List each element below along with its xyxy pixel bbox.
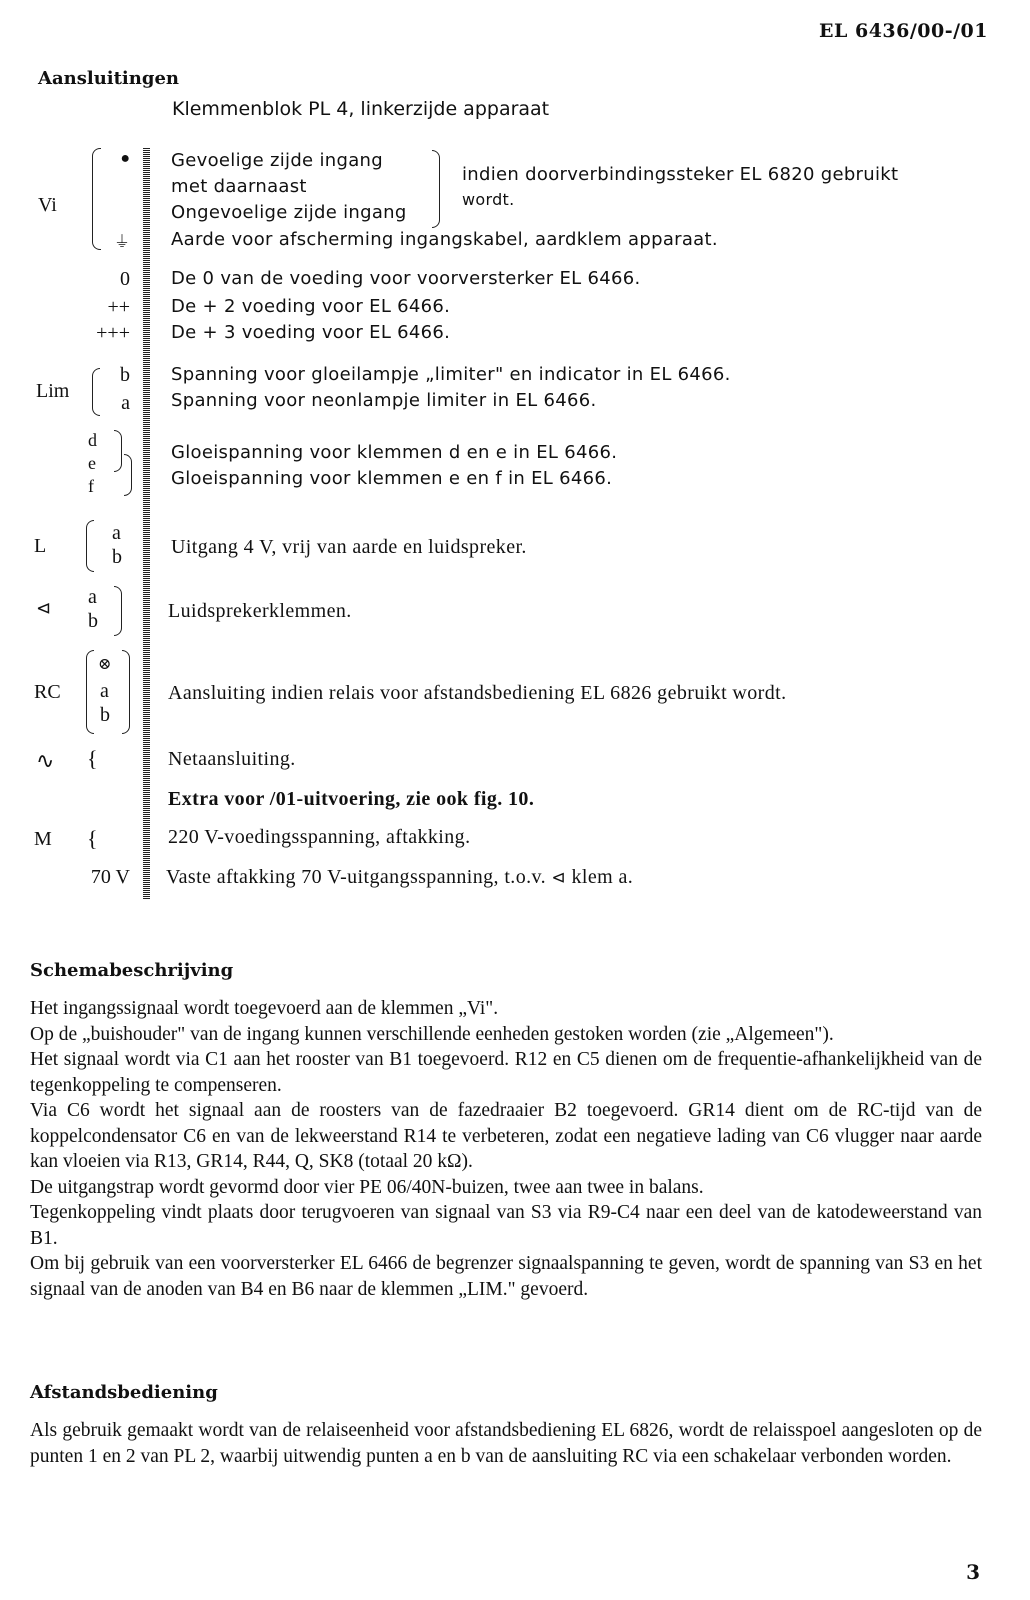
row-gloei-de: Gloeispanning voor klemmen d en e in EL 6466. xyxy=(171,442,618,463)
page-number: 3 xyxy=(966,1560,980,1584)
terminal-strip xyxy=(143,148,150,900)
row-zero: De 0 van de voeding voor voorversterker EL 6466. xyxy=(171,268,641,289)
document-code: EL 6436/00-/01 xyxy=(819,20,988,42)
row-lim-a: Spanning voor neonlampje limiter in EL 6466. xyxy=(171,390,597,411)
row-earth: Aarde voor afscherming ingangskabel, aardklem apparaat. xyxy=(171,229,718,250)
terminal-f: f xyxy=(88,476,94,496)
speaker-icon: ⊲ xyxy=(36,598,52,618)
terminal-l-b: b xyxy=(112,546,122,568)
row-net: Netaansluiting. xyxy=(168,748,296,770)
row-rc: Aansluiting indien relais voor afstandsbediening EL 6826 gebruikt wordt. xyxy=(168,682,787,704)
group-label-vi: Vi xyxy=(38,194,57,216)
row-vi-1: Gevoelige zijde ingang xyxy=(171,150,383,171)
schema-paragraph: Het ingangssignaal wordt toegevoerd aan de klemmen „Vi". xyxy=(30,998,499,1019)
schema-paragraph: Via C6 wordt het signaal aan de roosters van de fazedraaier B2 toegevoerd. GR14 dient om de RC-tijd van de koppelcondensator C6 en van de lekweerstand R14 te verbeteren, zodat een negatieve lading van C6 vlugger naar aarde kan vloeien via R13, GR14, R44, Q, SK8 (totaal 20 kΩ). xyxy=(30,1100,982,1172)
row-70v-text: Vaste aftakking 70 V-uitgangsspanning, t.o.v. xyxy=(166,866,547,888)
group-label-m: M xyxy=(34,828,52,850)
row-70v-klem: klem a. xyxy=(571,866,634,888)
speaker-icon-inline: ⊲ xyxy=(551,868,567,887)
row-lim-b: Spanning voor gloeilampje „limiter" en indicator in EL 6466. xyxy=(171,364,731,385)
terminal-70v: 70 V xyxy=(90,866,130,888)
brace-net: { xyxy=(87,746,98,771)
row-extra-01: Extra voor /01-uitvoering, zie ook fig. 10. xyxy=(168,788,535,810)
terminal-spk-b: b xyxy=(88,610,98,632)
afstand-paragraph: Als gebruik gemaakt wordt van de relaiseenheid voor afstandsbediening EL 6826, wordt de relaisspoel aangesloten op de punten 1 en 2 van PL 2, waarbij uitwendig punten a en b van de aansluiting RC via een schakelaar verbonden worden. xyxy=(30,1420,982,1467)
row-gloei-ef: Gloeispanning voor klemmen e en f in EL 6466. xyxy=(171,468,613,489)
group-label-lim: Lim xyxy=(36,380,70,402)
mains-icon: ∿ xyxy=(36,748,55,773)
row-m: 220 V-voedingsspanning, aftakking. xyxy=(168,826,471,848)
group-label-rc: RC xyxy=(34,681,61,703)
brace-rc-left xyxy=(86,650,94,734)
brace-vi-note xyxy=(432,150,440,228)
brace-ef xyxy=(124,454,132,496)
brace-speaker xyxy=(114,586,122,636)
schema-body xyxy=(30,996,982,1302)
terminal-lim-b: b xyxy=(120,364,130,386)
terminal-rc-cross: ⊗ xyxy=(98,656,112,673)
row-vi-note-2: wordt. xyxy=(462,190,515,209)
earth-icon: ⏚ xyxy=(113,234,130,251)
section-title-aansluitingen: Aansluitingen xyxy=(38,68,179,89)
brace-m: { xyxy=(87,826,98,851)
terminal-plus2: ++ xyxy=(107,296,130,318)
row-uitgang-l: Uitgang 4 V, vrij van aarde en luidspreker. xyxy=(171,536,527,558)
schema-paragraph: Op de „buishouder" van de ingang kunnen verschillende eenheden gestoken worden (zie „Algemeen"). xyxy=(30,1023,834,1045)
row-vi-2: met daarnaast xyxy=(171,176,307,197)
terminal-spk-a: a xyxy=(88,586,97,608)
schema-paragraph: De uitgangstrap wordt gevormd door vier PE 06/40N-buizen, twee aan twee in balans. xyxy=(30,1176,704,1198)
schema-paragraph: Om bij gebruik van een voorversterker EL 6466 de begrenzer signaalspanning te geven, wordt de spanning van S3 en het signaal van de anoden van B4 en B6 naar de klemmen „LIM." gevoerd. xyxy=(30,1253,982,1300)
row-vi-3: Ongevoelige zijde ingang xyxy=(171,202,407,223)
group-label-l: L xyxy=(34,535,47,557)
terminal-d: d xyxy=(88,430,97,450)
row-70v xyxy=(166,866,633,889)
section-title-schemabeschrijving: Schemabeschrijving xyxy=(30,960,234,981)
section-title-afstandsbediening: Afstandsbediening xyxy=(30,1382,218,1403)
terminal-rc-b: b xyxy=(100,704,110,726)
row-plus3: De + 3 voeding voor EL 6466. xyxy=(171,322,451,343)
schema-paragraph: Het signaal wordt via C1 aan het rooster van B1 toegevoerd. R12 en C5 dienen om de frequentie-afhankelijkheid van de tegenkoppeling te compenseren. xyxy=(30,1049,982,1096)
afstand-body xyxy=(30,1418,982,1469)
terminal-rc-a: a xyxy=(100,680,109,702)
terminal-dot: ● xyxy=(120,150,130,167)
schema-paragraph: Tegenkoppeling vindt plaats door terugvoeren van signaal van S3 via R9-C4 naar een deel van de katodeweerstand van B1. xyxy=(30,1202,982,1249)
terminal-plus3: +++ xyxy=(96,322,130,344)
brace-rc-right xyxy=(122,650,130,734)
terminal-lim-a: a xyxy=(121,392,130,414)
row-speaker: Luidsprekerklemmen. xyxy=(168,600,352,622)
section-subtitle: Klemmenblok PL 4, linkerzijde apparaat xyxy=(172,98,550,120)
terminal-e: e xyxy=(88,453,96,473)
brace-de xyxy=(114,430,122,472)
brace-l xyxy=(86,520,94,572)
terminal-l-a: a xyxy=(112,522,121,544)
terminal-0: 0 xyxy=(120,268,130,290)
row-plus2: De + 2 voeding voor EL 6466. xyxy=(171,296,451,317)
row-vi-note-1: indien doorverbindingssteker EL 6820 gebruikt xyxy=(462,164,899,185)
